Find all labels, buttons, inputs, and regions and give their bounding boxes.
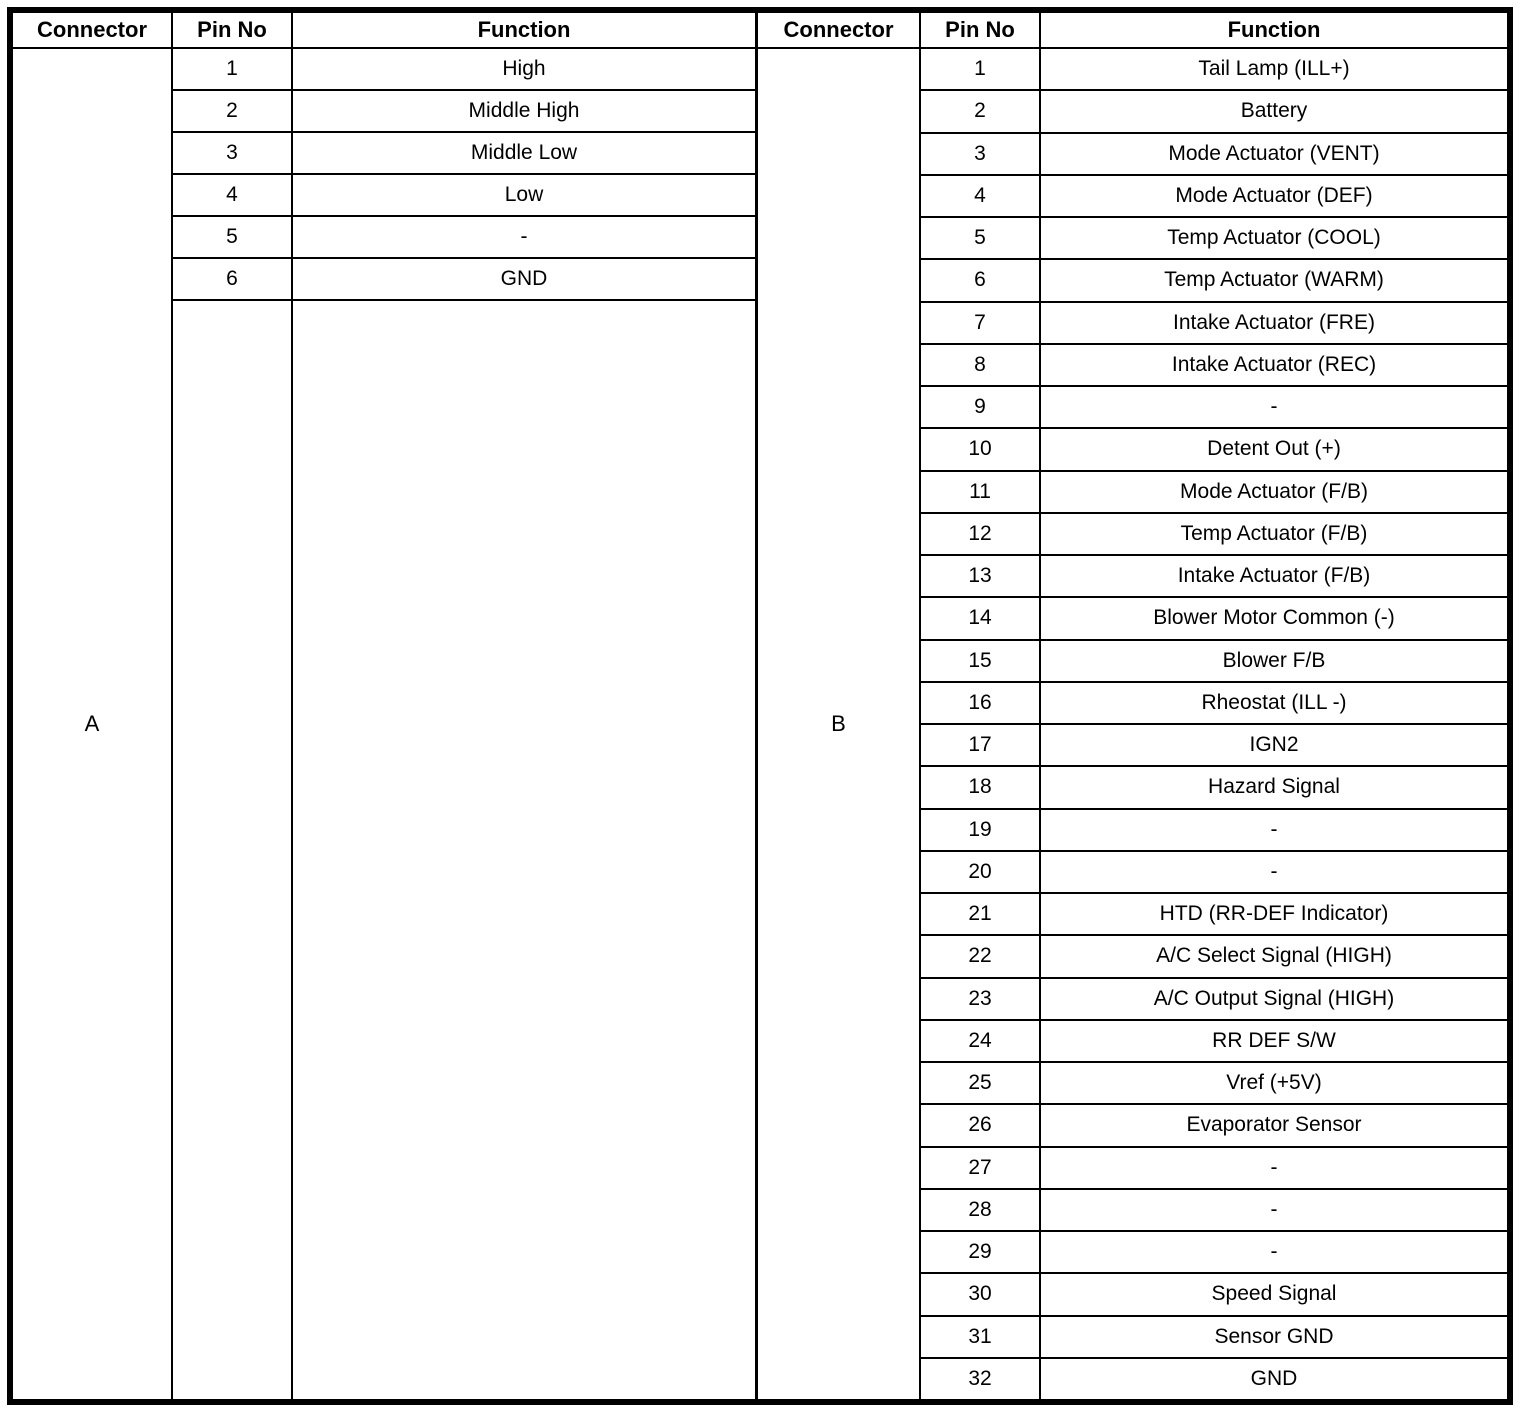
pin-cell: 4 (173, 175, 293, 215)
connector-a-filler-row (173, 301, 755, 1399)
pin-cell: 32 (921, 1359, 1041, 1399)
table-row (921, 1274, 1507, 1316)
function-cell: Speed Signal (1211, 1282, 1337, 1306)
table-row (921, 936, 1507, 978)
table-row (173, 259, 755, 301)
pin-cell: 2 (173, 91, 293, 131)
connector-b-table (755, 13, 1507, 1399)
table-row (921, 725, 1507, 767)
pin-cell: 13 (921, 556, 1041, 596)
function-cell: - (1270, 1155, 1278, 1179)
function-cell: Detent Out (+) (1207, 437, 1341, 461)
pin-cell: 1 (921, 49, 1041, 89)
pin-cell: 1 (173, 49, 293, 89)
table-row (921, 1021, 1507, 1063)
empty-pin-cell (173, 301, 293, 1399)
connector-b-label: B (831, 711, 846, 736)
connector-a-rows (173, 49, 755, 301)
table-row (921, 1105, 1507, 1147)
table-row (921, 472, 1507, 514)
function-cell: GND (1250, 1366, 1298, 1390)
function-cell: Intake Actuator (REC) (1171, 352, 1377, 376)
table-row (921, 176, 1507, 218)
connector-a-table (13, 13, 755, 1399)
pin-cell: 22 (921, 936, 1041, 976)
table-row (921, 218, 1507, 260)
function-cell: Rheostat (ILL -) (1201, 690, 1347, 714)
function-cell: - (1270, 859, 1278, 883)
table-row (173, 175, 755, 217)
table-row (921, 303, 1507, 345)
pin-cell: 14 (921, 598, 1041, 638)
function-cell: - (520, 225, 528, 248)
connector-a-column (13, 13, 173, 1399)
table-row (921, 134, 1507, 176)
table-row (921, 767, 1507, 809)
table-row (921, 1359, 1507, 1399)
pin-cell: 21 (921, 894, 1041, 934)
function-cell: - (1270, 1240, 1278, 1264)
header-function-b: Function (1041, 13, 1507, 49)
function-cell: Middle Low (470, 141, 578, 164)
pin-cell: 5 (173, 217, 293, 257)
connector-a-label: A (84, 711, 100, 736)
pin-cell: 3 (173, 133, 293, 173)
connector-b-column (758, 13, 921, 1399)
table-row (921, 514, 1507, 556)
table-row (921, 810, 1507, 852)
function-cell: High (502, 57, 546, 80)
table-row (921, 1232, 1507, 1274)
pin-cell: 12 (921, 514, 1041, 554)
table-row (921, 345, 1507, 387)
pin-cell: 3 (921, 134, 1041, 174)
empty-function-cell (293, 301, 755, 1399)
table-row (921, 979, 1507, 1021)
function-cell: Intake Actuator (F/B) (1177, 564, 1371, 588)
pin-cell: 16 (921, 683, 1041, 723)
pin-cell: 30 (921, 1274, 1041, 1314)
table-row (921, 1190, 1507, 1232)
table-row (173, 91, 755, 133)
function-cell: Temp Actuator (F/B) (1180, 521, 1368, 545)
table-row (921, 429, 1507, 471)
function-cell: Temp Actuator (WARM) (1164, 268, 1384, 292)
table-row (921, 91, 1507, 133)
function-cell: Vref (+5V) (1226, 1071, 1322, 1095)
table-row (921, 641, 1507, 683)
connector-pinout-table (7, 7, 1513, 1405)
pin-cell: 6 (921, 260, 1041, 300)
table-row (921, 556, 1507, 598)
pin-cell: 7 (921, 303, 1041, 343)
function-cell: Blower Motor Common (-) (1153, 606, 1395, 630)
pin-cell: 28 (921, 1190, 1041, 1230)
table-row (921, 49, 1507, 91)
function-cell: - (1270, 817, 1278, 841)
table-row (173, 49, 755, 91)
pin-cell: 24 (921, 1021, 1041, 1061)
function-cell: GND (500, 267, 548, 290)
pin-cell: 17 (921, 725, 1041, 765)
pin-cell: 29 (921, 1232, 1041, 1272)
function-cell: Mode Actuator (VENT) (1168, 141, 1380, 165)
table-row (921, 598, 1507, 640)
pin-cell: 5 (921, 218, 1041, 258)
header-function-a: Function (293, 13, 755, 49)
pin-cell: 25 (921, 1063, 1041, 1103)
function-cell: A/C Output Signal (HIGH) (1153, 986, 1395, 1010)
function-cell: Evaporator Sensor (1186, 1113, 1362, 1137)
pin-cell: 10 (921, 429, 1041, 469)
function-cell: - (1270, 395, 1278, 419)
table-row (921, 1148, 1507, 1190)
function-cell: IGN2 (1249, 733, 1299, 757)
header-connector-a: Connector (13, 13, 171, 49)
pin-cell: 8 (921, 345, 1041, 385)
function-cell: Battery (1240, 99, 1308, 123)
function-cell: Mode Actuator (DEF) (1175, 183, 1373, 207)
pin-cell: 18 (921, 767, 1041, 807)
connector-a-rows-column (173, 13, 755, 1399)
pin-cell: 2 (921, 91, 1041, 131)
function-cell: HTD (RR-DEF Indicator) (1159, 902, 1389, 926)
function-cell: Middle High (468, 99, 580, 122)
function-cell: Temp Actuator (COOL) (1167, 226, 1381, 250)
pin-cell: 4 (921, 176, 1041, 216)
table-row (921, 1317, 1507, 1359)
table-row (173, 217, 755, 259)
function-cell: Tail Lamp (ILL+) (1198, 57, 1350, 81)
pin-cell: 9 (921, 387, 1041, 427)
function-cell: Blower F/B (1222, 648, 1326, 672)
function-cell: Sensor GND (1214, 1324, 1334, 1348)
connector-b-rows (921, 49, 1507, 1399)
table-row (921, 1063, 1507, 1105)
function-cell: Mode Actuator (F/B) (1180, 479, 1368, 503)
table-row (921, 260, 1507, 302)
function-cell: RR DEF S/W (1212, 1028, 1336, 1052)
table-row (921, 894, 1507, 936)
pin-cell: 26 (921, 1105, 1041, 1145)
header-pin-no-b: Pin No (921, 13, 1041, 49)
pin-cell: 15 (921, 641, 1041, 681)
header-connector-b: Connector (758, 13, 919, 49)
pin-cell: 31 (921, 1317, 1041, 1357)
connector-b-header-row (921, 13, 1507, 49)
pin-cell: 23 (921, 979, 1041, 1019)
function-cell: Low (504, 183, 544, 206)
table-row (921, 387, 1507, 429)
pin-cell: 19 (921, 810, 1041, 850)
table-row (921, 683, 1507, 725)
function-cell: - (1270, 1197, 1278, 1221)
function-cell: Hazard Signal (1208, 775, 1340, 799)
function-cell: Intake Actuator (FRE) (1173, 310, 1375, 334)
connector-a-header-row (173, 13, 755, 49)
function-cell: A/C Select Signal (HIGH) (1156, 944, 1392, 968)
connector-b-rows-column (921, 13, 1507, 1399)
pin-cell: 20 (921, 852, 1041, 892)
header-pin-no-a: Pin No (173, 13, 293, 49)
pin-cell: 6 (173, 259, 293, 299)
pin-cell: 27 (921, 1148, 1041, 1188)
table-row (173, 133, 755, 175)
table-row (921, 852, 1507, 894)
pin-cell: 11 (921, 472, 1041, 512)
